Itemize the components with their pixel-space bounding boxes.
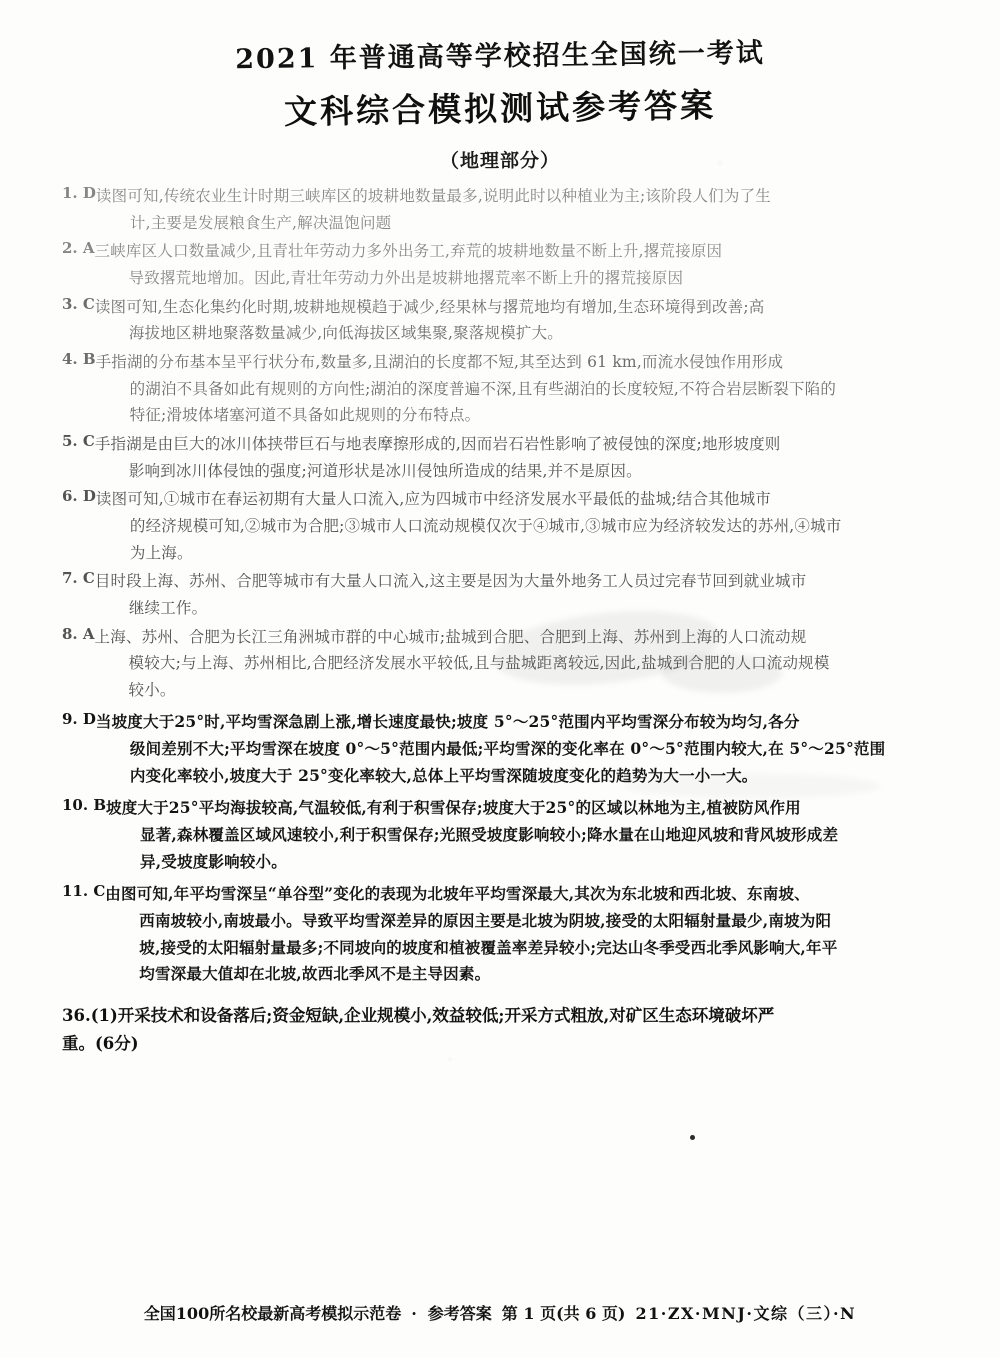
answer-text — [95, 294, 938, 347]
answer-number: 7. C — [62, 569, 95, 588]
footer-page-number: 第 1 页(共 6 页) — [501, 1304, 626, 1323]
answer-number: 8. A — [62, 624, 95, 643]
answer-line: 计,主要是发展粮食生产,解决温饱问题 — [129, 213, 392, 232]
answer-number: 6. D — [62, 487, 96, 506]
question-36-line: 重。(6分) — [62, 1034, 139, 1054]
answer-text — [96, 349, 938, 429]
answer-line: 手指湖的分布基本呈平行状分布,数量多,且湖泊的长度都不短,其至达到 61 km,而流水侵蚀作用形成 — [95, 352, 784, 371]
answer-text — [96, 183, 938, 236]
answer-line: 海拔地区耕地聚落数量减少,向低海拔区域集聚,聚落规模扩大。 — [128, 324, 563, 343]
page-subtitle: 文科综合模拟测试参考答案 — [283, 85, 717, 132]
question-36-answer — [62, 1002, 938, 1058]
footer-doc-type: 参考答案 — [427, 1304, 492, 1323]
answer-number: 9. D — [62, 710, 96, 729]
answer-line: 异,受坡度影响较小。 — [140, 851, 287, 871]
answer-text — [95, 431, 938, 484]
answer-item-6 — [62, 486, 938, 566]
answer-item-4 — [62, 349, 938, 429]
answer-line: 为上海。 — [129, 543, 193, 562]
answer-item-8 — [62, 624, 938, 704]
answer-line: 导致撂荒地增加。因此,青壮年劳动力外出是坡耕地撂荒率不断上升的撂荒接原因 — [128, 268, 684, 287]
answer-text — [96, 486, 938, 566]
answer-line: 影响到冰川体侵蚀的强度;河道形状是冰川侵蚀所造成的结果,并不是原因。 — [128, 461, 642, 480]
answer-line: 由图可知,年平均雪深呈“单谷型”变化的表现为北坡年平均雪深最大,其次为东北坡和西北坡、东南坡、 — [105, 884, 810, 904]
answer-line: 上海、苏州、合肥为长江三角洲城市群的中心城市;盐城到合肥、合肥到上海、苏州到上海的人口流动规 — [94, 627, 807, 646]
answer-item-9 — [62, 709, 938, 789]
answer-line: 特征;滑坡体堵塞河道不具备如此规则的分布特点。 — [129, 406, 481, 425]
answer-line: 内变化率较小,坡度大于 25°变化率较大,总体上平均雪深随坡度变化的趋势为大一小一大。 — [129, 765, 758, 785]
answer-line: 坡度大于25°平均海拔较高,气温较低,有利于积雪保存;坡度大于25°的区域以林地为主,植被防风作用 — [106, 798, 801, 818]
answer-item-2 — [62, 238, 938, 291]
answer-number: 10. B — [62, 796, 106, 815]
answer-item-7 — [62, 568, 938, 621]
page-header — [0, 0, 1000, 130]
answer-line: 均雪深最大值却在北坡,故西北季风不是主导因素。 — [139, 964, 491, 984]
answer-line: 三峡库区人口数量减少,且青壮年劳动力多外出务工,弃荒的坡耕地数量不断上升,撂荒接原因 — [94, 242, 723, 261]
answer-number: 3. C — [62, 294, 95, 313]
answer-number: 4. B — [62, 349, 96, 368]
page-title: 2021 年普通高等学校招生全国统一考试 — [235, 37, 765, 76]
footer-code: 21·ZX·MNJ·文综（三）·N — [635, 1304, 857, 1323]
answer-item-1 — [62, 183, 938, 236]
question-36-line: 36.(1)开采技术和设备落后;资金短缺,企业规模小,效益较低;开采方式粗放,对矿区生态环境破坏严 — [62, 1006, 775, 1026]
footer-source: 全国100所名校最新高考模拟示范卷 — [143, 1304, 402, 1323]
answer-line: 手指湖是由巨大的冰川体挟带巨石与地表摩擦形成的,因而岩石岩性影响了被侵蚀的深度;地形坡度则 — [94, 434, 781, 453]
answer-line: 的经济规模可知,②城市为合肥;③城市人口流动规模仅次于④城市,③城市应为经济较发达的苏州,④城市 — [129, 516, 842, 535]
page-footer — [0, 1301, 1000, 1324]
answer-item-5 — [62, 431, 938, 484]
answer-text — [96, 709, 938, 789]
answer-line: 西南坡较小,南坡最小。导致平均雪深差异的原因主要是北坡为阴坡,接受的太阳辐射量最少,南坡为阳 — [139, 911, 832, 931]
answer-line: 读图可知,传统农业生计时期三峡库区的坡耕地数量最多,说明此时以种植业为主;该阶段人们为了生 — [95, 187, 771, 205]
answer-line: 模较大;与上海、苏州相比,合肥经济发展水平较低,且与盐城距离较远,因此,盐城到合肥的人口流动规模 — [128, 654, 830, 673]
answer-line: 继续工作。 — [128, 598, 208, 617]
answer-text — [95, 624, 938, 704]
answer-number: 1. D — [62, 184, 96, 202]
footer-separator: · — [411, 1304, 418, 1323]
answer-line: 当坡度大于25°时,平均雪深急剧上涨,增长速度最快;坡度 5°～25°范围内平均雪深分布较为均匀,各分 — [95, 712, 800, 732]
answer-text — [95, 238, 938, 291]
answer-number: 5. C — [62, 431, 95, 450]
answer-line: 坡,接受的太阳辐射量最多;不同坡向的坡度和植被覆盖率差异较小;完达山冬季受西北季风影响大,年平 — [139, 937, 838, 957]
answer-item-11 — [62, 881, 938, 988]
answers-list — [62, 183, 938, 1058]
answer-line: 读图可知,生态化集约化时期,坡耕地规模趋于减少,经果林与撂荒地均有增加,生态环境得到改善;高 — [94, 297, 765, 316]
answer-line: 读图可知,①城市在春运初期有大量人口流入,应为四城市中经济发展水平最低的盐城;结合其他城市 — [95, 490, 771, 509]
answer-text — [106, 795, 938, 875]
answer-line: 较小。 — [128, 680, 176, 699]
answer-line: 级间差别不大;平均雪深在坡度 0°～5°范围内最低;平均雪深的变化率在 0°～5°范围内较大,在 5°～25°范围 — [129, 739, 886, 759]
answer-number: 11. C — [62, 882, 106, 901]
answer-text — [95, 568, 938, 621]
answer-line: 显著,森林覆盖区域风速较小,利于积雪保存;光照受坡度影响较小;降水量在山地迎风坡和背风坡形成差 — [140, 825, 839, 845]
ink-dot — [690, 1135, 695, 1140]
answer-line: 目时段上海、苏州、合肥等城市有大量人口流入,这主要是因为大量外地务工人员过完春节回到就业城市 — [94, 572, 807, 591]
answer-line: 的湖泊不具备如此有规则的方向性;湖泊的深度普遍不深,且有些湖泊的长度较短,不符合岩层断裂下陷的 — [129, 379, 837, 398]
answer-item-10 — [62, 795, 938, 875]
answer-item-3 — [62, 294, 938, 347]
answer-number: 2. A — [62, 239, 95, 258]
answer-text — [105, 881, 938, 988]
section-label: （地理部分） — [439, 149, 561, 173]
